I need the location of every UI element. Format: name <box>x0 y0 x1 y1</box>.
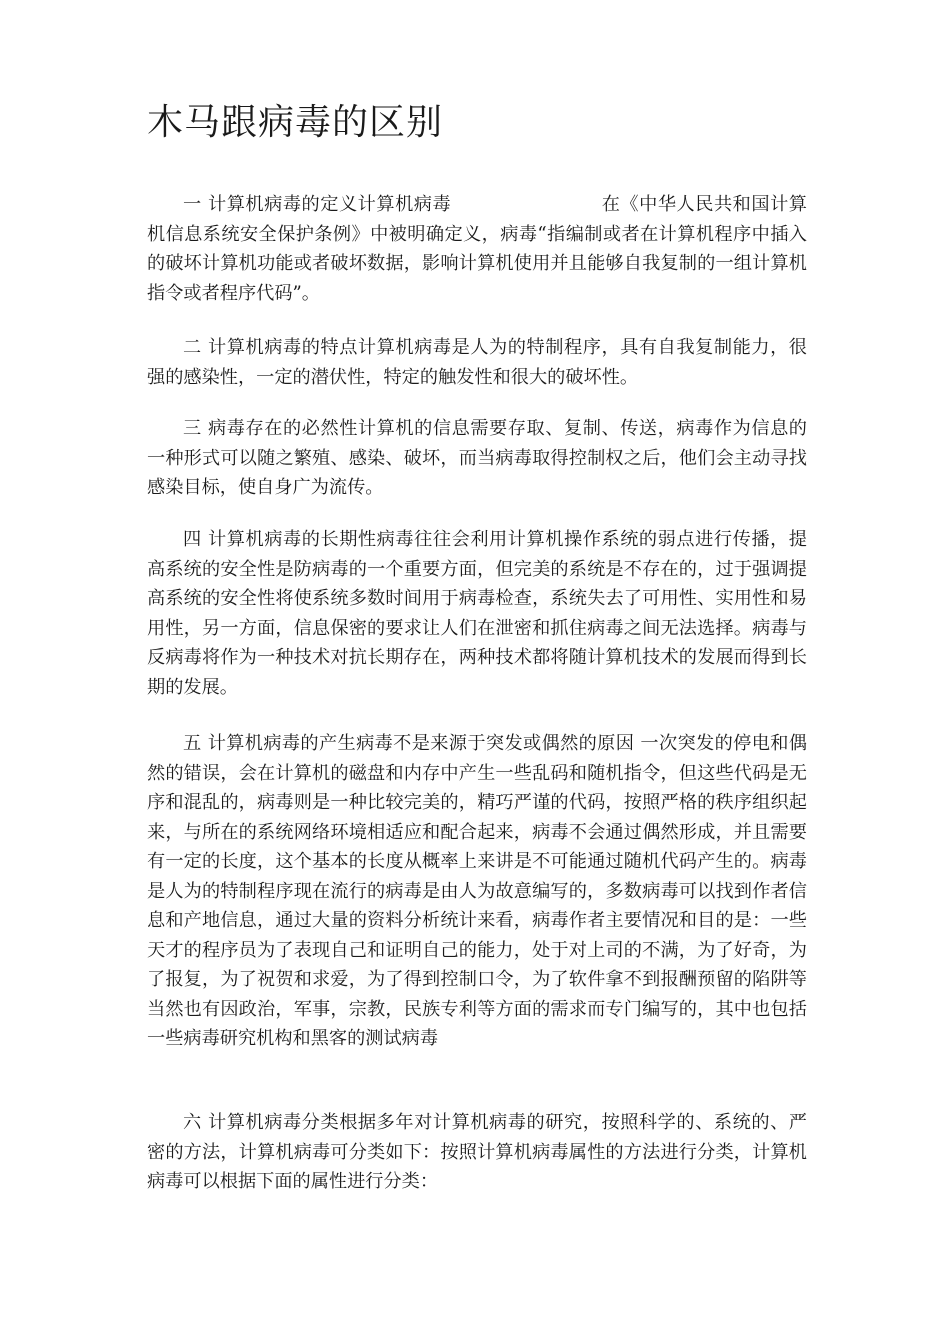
paragraph-definition <box>147 190 807 308</box>
page-title: 木马跟病毒的区别 <box>147 102 444 143</box>
paragraph-long-term: 四 计算机病毒的长期性病毒往往会利用计算机操作系统的弱点进行传播，提高系统的安全性是防病毒的一个重要方面，但完美的系统是不存在的，过于强调提高系统的安全性将使系统多数时间用于病毒检查，系统失去了可用性、实用性和易用性，另一方面，信息保密的要求让人们在泄密和抓住病毒之间无法选择。病毒与反病毒将作为一种技术对抗长期存在，两种技术都将随计算机技术的发展而得到长期的发展。 <box>147 529 807 698</box>
paragraph-origin: 五 计算机病毒的产生病毒不是来源于突发或偶然的原因 一次突发的停电和偶然的错误，会在计算机的磁盘和内存中产生一些乱码和随机指令，但这些代码是无序和混乱的，病毒则是一种比较完美的，精巧严谨的代码，按照严格的秩序组织起来，与所在的系统网络环境相适应和配合起来，病毒不会通过偶然形成，并且需要有一定的长度，这个基本的长度从概率上来讲是不可能通过随机代码产生的。病毒是人为的特制程序现在流行的病毒是由人为故意编写的，多数病毒可以找到作者信息和产地信息，通过大量的资料分析统计来看，病毒作者主要情况和目的是：一些天才的程序员为了表现自己和证明自己的能力，处于对上司的不满，为了好奇，为了报复，为了祝贺和求爱，为了得到控制口令，为了软件拿不到报酬预留的陷阱等 当然也有因政治，军事，宗教，民族专利等方面的需求而专门编写的，其中也包括一些病毒研究机构和黑客的测试病毒 <box>147 733 807 1049</box>
paragraph-definition-rest: 在《中华人民共和国计算机信息系统安全保护条例》中被明确定义，病毒“指编制或者在计算机程序中插入的破坏计算机功能或者破坏数据，影响计算机使用并且能够自我复制的一组计算机指令或者程序代码”。 <box>147 194 807 304</box>
paragraph-classification: 六 计算机病毒分类根据多年对计算机病毒的研究，按照科学的、系统的、严密的方法，计算机病毒可分类如下：按照计算机病毒属性的方法进行分类，计算机病毒可以根据下面的属性进行分类： <box>147 1112 807 1192</box>
paragraph-features: 二 计算机病毒的特点计算机病毒是人为的特制程序，具有自我复制能力，很强的感染性，一定的潜伏性，特定的触发性和很大的破坏性。 <box>147 337 807 388</box>
paragraph-inevitability: 三 病毒存在的必然性计算机的信息需要存取、复制、传送，病毒作为信息的一种形式可以随之繁殖、感染、破坏，而当病毒取得控制权之后，他们会主动寻找感染目标，使自身广为流传。 <box>147 418 807 498</box>
paragraph-definition-lead: 一 计算机病毒的定义计算机病毒 <box>183 194 452 215</box>
